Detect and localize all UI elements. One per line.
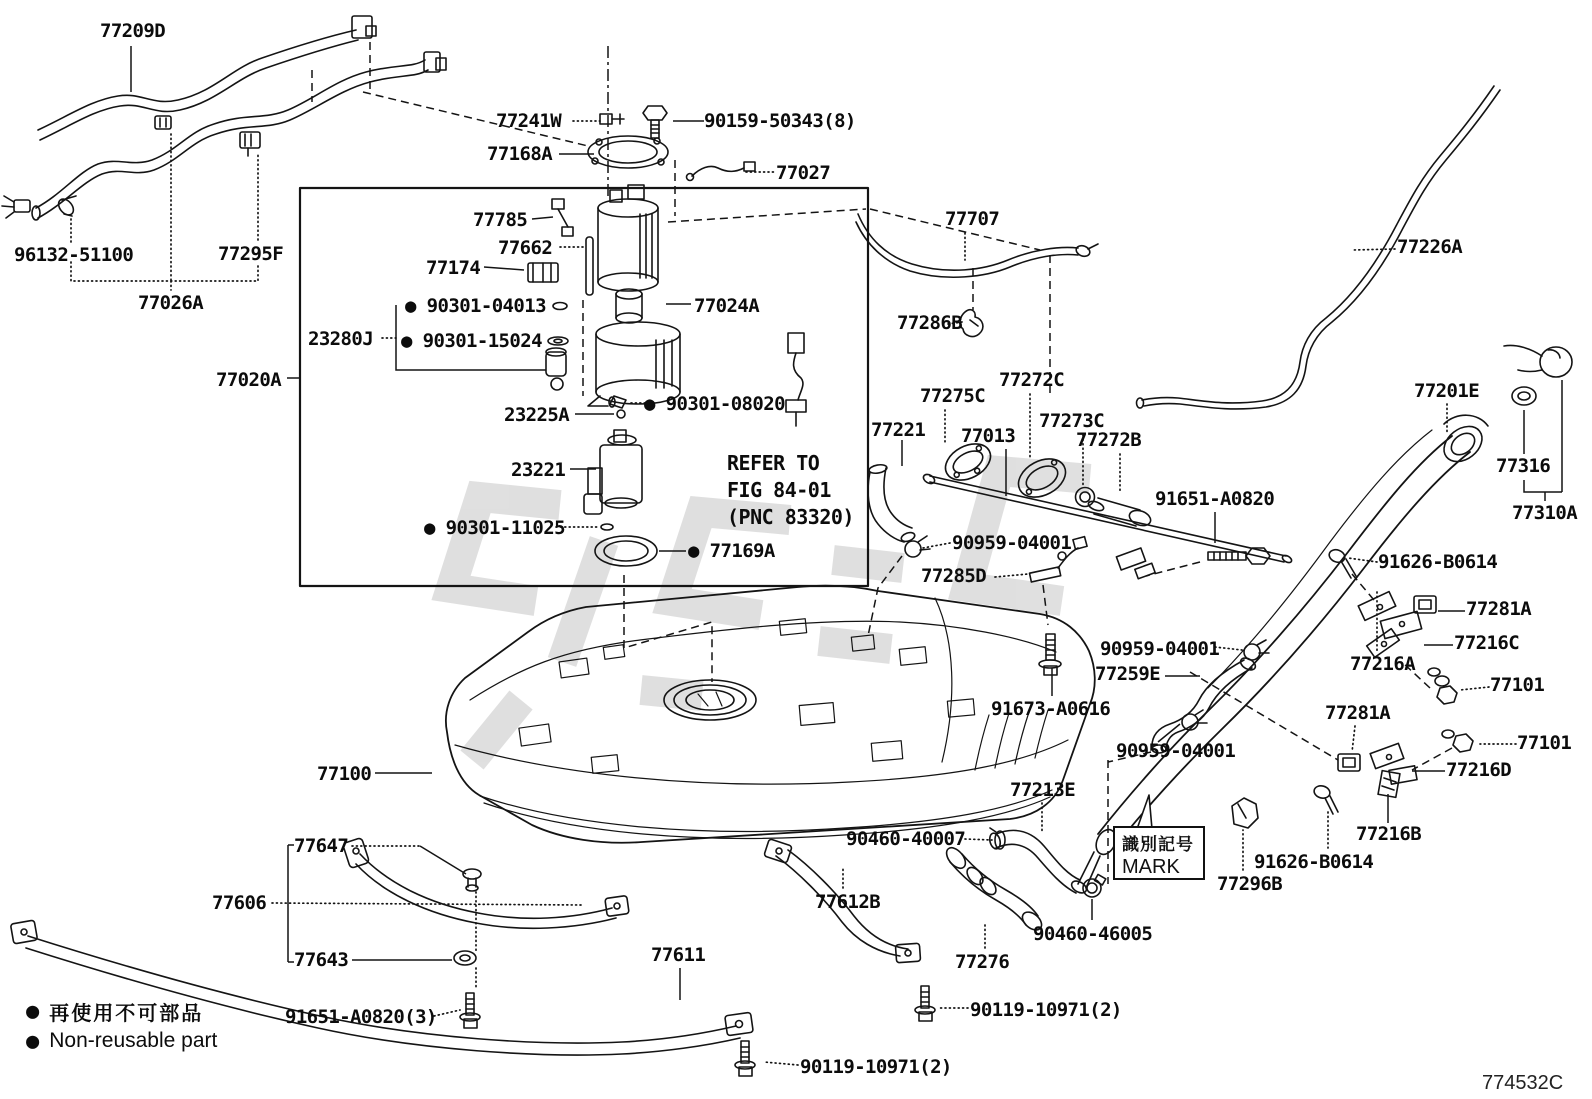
part-label-77647: 77647 (294, 835, 349, 857)
part-label-23221: 23221 (511, 459, 566, 481)
part-label-77310A: 77310A (1512, 502, 1578, 524)
part-label-77020A: 77020A (216, 369, 282, 391)
part-label-77168A: 77168A (487, 143, 553, 165)
refer-note-line2: FIG 84-01 (727, 478, 831, 502)
diagram-code: 774532C (1482, 1072, 1564, 1094)
part-label-77241W: 77241W (496, 110, 562, 132)
part-label-77272B: 77272B (1076, 429, 1142, 451)
part-label-96132-51100: 96132-51100 (14, 244, 134, 266)
non-reusable-dot-icon: ● (26, 998, 40, 1024)
part-label-77216A: 77216A (1350, 653, 1416, 675)
legend-en-text: Non-reusable part (49, 1029, 218, 1052)
part-label-77027: 77027 (776, 162, 831, 184)
part-label-90301-08020: ● 90301-08020 (644, 393, 785, 415)
part-label-77606: 77606 (212, 892, 267, 914)
part-label-77296B: 77296B (1217, 873, 1283, 895)
clamp-77281A-b (1338, 754, 1360, 771)
part-label-77275C: 77275C (920, 385, 986, 407)
screw-91626-b (1313, 784, 1338, 814)
clamp-90959-c (1182, 710, 1207, 730)
part-label-77226A: 77226A (1397, 236, 1463, 258)
part-label-77216B: 77216B (1356, 823, 1422, 845)
bolt-77101-b (1442, 730, 1473, 752)
part-label-77295F: 77295F (218, 243, 284, 265)
identification-mark-box (1113, 826, 1205, 880)
part-label-90159-50343: 90159-50343(8) (704, 110, 856, 132)
part-label-77013: 77013 (961, 425, 1016, 447)
part-label-91673-A0616: 91673-A0616 (991, 698, 1111, 720)
part-label-90301-04013: ● 90301-04013 (405, 295, 546, 317)
mark-box-en-text: MARK (1122, 856, 1180, 878)
part-label-77101-b: 77101 (1517, 732, 1572, 754)
part-label-91626-B0614-b: 91626-B0614 (1254, 851, 1374, 873)
part-label-77259E: 77259E (1095, 663, 1161, 685)
part-label-90301-15024: ● 90301-15024 (401, 330, 542, 352)
part-label-77281A-b: 77281A (1325, 702, 1391, 724)
part-label-91651-A0820: 91651-A0820 (1155, 488, 1275, 510)
part-label-77216C: 77216C (1454, 632, 1520, 654)
part-label-91626-B0614-a: 91626-B0614 (1378, 551, 1498, 573)
part-label-90959-04001-b: 90959-04001 (1100, 638, 1220, 660)
part-label-23225A: 23225A (504, 404, 570, 426)
legend (26, 996, 217, 1056)
part-label-77276: 77276 (955, 951, 1010, 973)
part-label-77024A: 77024A (694, 295, 760, 317)
part-label-77169A: ● 77169A (688, 540, 775, 562)
tube-77209D (2, 16, 446, 220)
part-label-77286B: 77286B (897, 312, 963, 334)
part-label-77281A-a: 77281A (1466, 598, 1532, 620)
hose-77221 (868, 463, 916, 543)
part-label-90119-10971-b: 90119-10971(2) (800, 1056, 952, 1078)
part-label-77209D: 77209D (100, 20, 166, 42)
part-label-90460-46005: 90460-46005 (1033, 923, 1153, 945)
part-label-91651-A0820-3: 91651-A0820(3) (285, 1006, 437, 1028)
part-label-90460-40007: 90460-40007 (846, 828, 966, 850)
refer-note-line3: (PNC 83320) (727, 505, 854, 529)
part-label-77273C: 77273C (1039, 410, 1105, 432)
legend-jp-text: 再使用不可部品 (49, 1000, 204, 1025)
part-label-77643: 77643 (294, 949, 349, 971)
mark-callout-pointer (1137, 795, 1152, 829)
legend-row-en (26, 1026, 217, 1056)
bracket-77216D (1370, 743, 1417, 784)
part-label-77662: 77662 (498, 237, 553, 259)
part-label-77785: 77785 (473, 209, 528, 231)
part-label-77612B: 77612B (815, 891, 881, 913)
legend-row-jp (26, 996, 217, 1026)
part-label-23280J: 23280J (308, 328, 374, 350)
part-label-77611: 77611 (651, 944, 706, 966)
refer-note (727, 450, 854, 531)
hose-77276 (943, 844, 1045, 933)
part-label-90301-11025: ● 90301-11025 (424, 517, 565, 539)
clamp-77281A-a (1414, 596, 1436, 613)
part-label-77316: 77316 (1496, 455, 1551, 477)
part-label-77201E: 77201E (1414, 380, 1480, 402)
refer-note-line1: REFER TO (727, 451, 820, 475)
part-label-77285D: 77285D (921, 565, 987, 587)
non-reusable-dot-icon: ● (26, 1028, 40, 1054)
mark-box-jp-text: 識別記号 (1122, 835, 1194, 855)
part-label-77101-a: 77101 (1490, 674, 1545, 696)
part-label-77174: 77174 (426, 257, 481, 279)
part-label-77026A: 77026A (138, 292, 204, 314)
part-label-77272C: 77272C (999, 369, 1065, 391)
part-label-90119-10971-a: 90119-10971(2) (970, 999, 1122, 1021)
part-label-90959-04001-a: 90959-04001 (952, 532, 1072, 554)
part-label-90959-04001-c: 90959-04001 (1116, 740, 1236, 762)
clip-77296B (1232, 798, 1258, 828)
clip-77286B (960, 310, 983, 337)
part-label-77216D: 77216D (1446, 759, 1512, 781)
bolt-91673-A0616 (1039, 634, 1061, 675)
part-label-77100: 77100 (317, 763, 372, 785)
part-label-77707: 77707 (945, 208, 1000, 230)
bracket-77216AC-cluster (1358, 592, 1421, 658)
clamp-90959-b (1244, 640, 1269, 660)
part-label-77221: 77221 (871, 419, 926, 441)
clamp-90959-a (905, 536, 930, 557)
hose-77259E (1152, 656, 1257, 753)
bolt-77101-a (1428, 668, 1457, 704)
part-label-77213E: 77213E (1010, 779, 1076, 801)
